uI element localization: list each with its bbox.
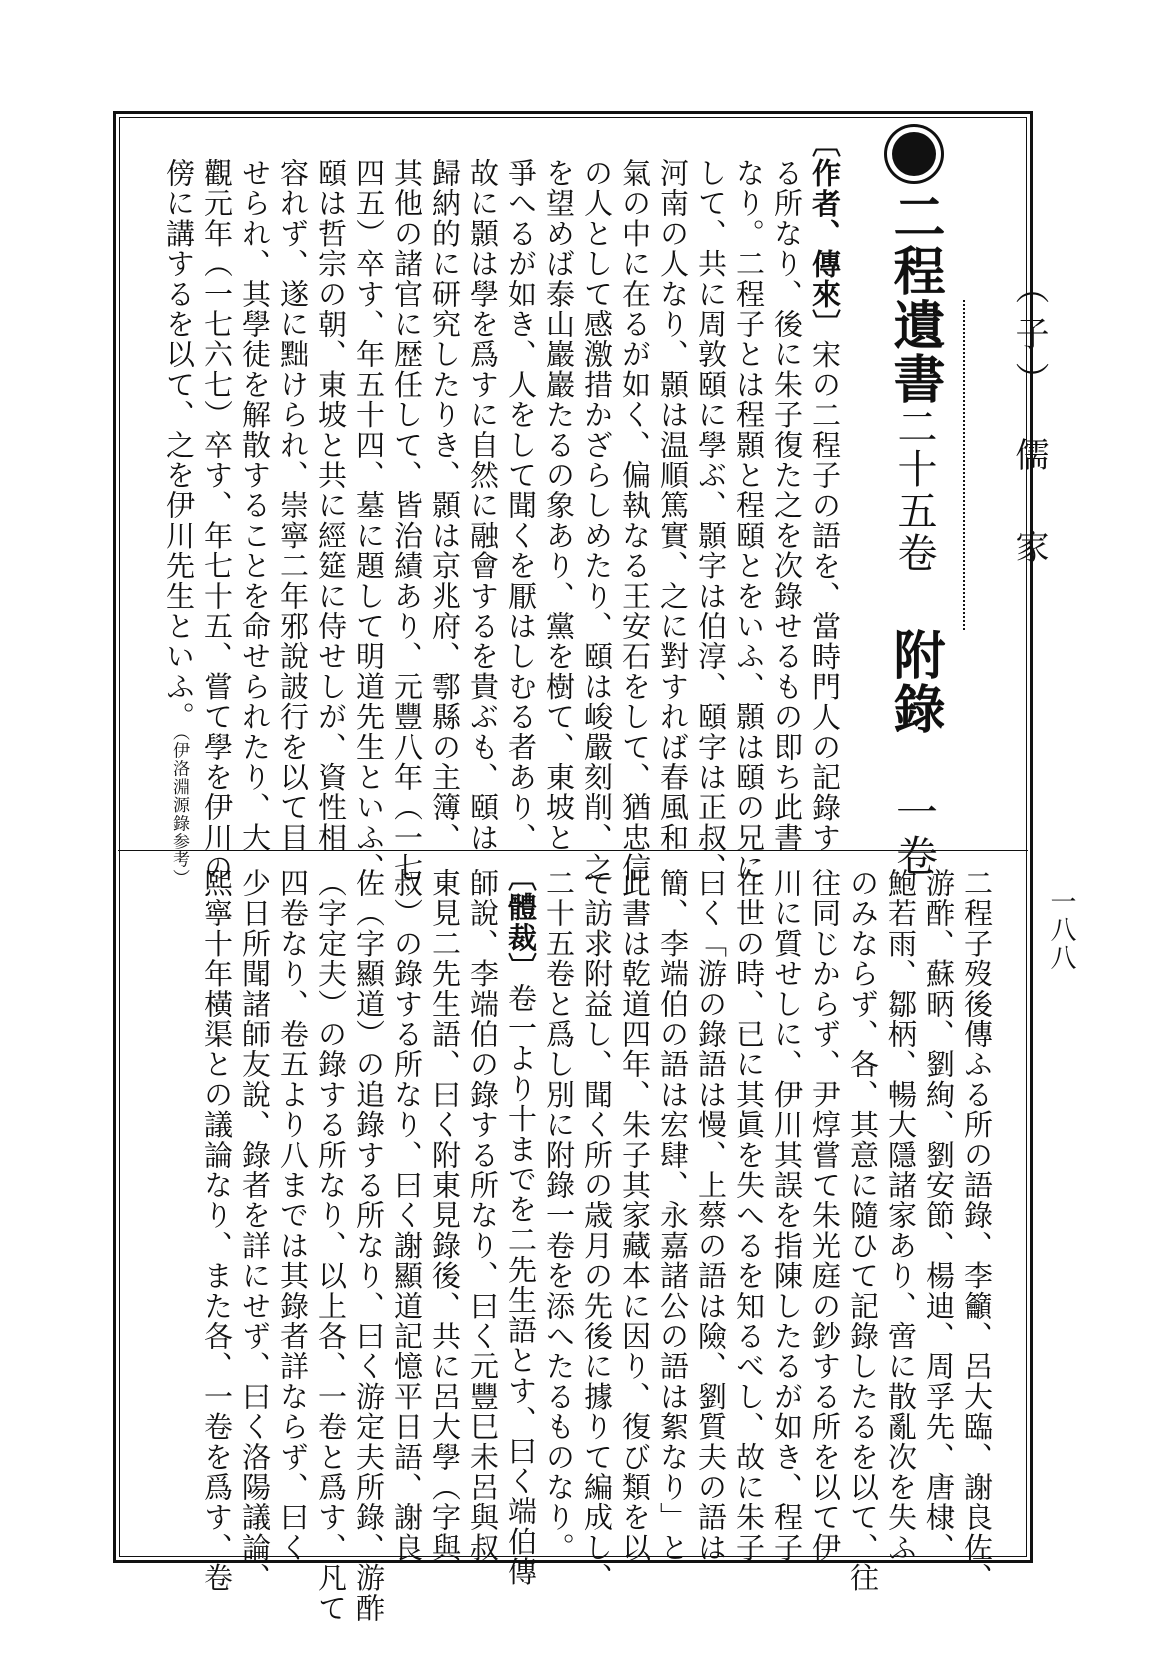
upper-col-17 — [162, 158, 196, 888]
lower-col-10: 此書は乾道四年、朱子其家藏本に因り、復び類を以 — [618, 868, 652, 1563]
lower-col-21: 熙寧十年橫渠との議論なり、また各、一卷を爲す、卷 — [200, 868, 234, 1593]
lower-col-6: 川に質せしに、伊川其誤を指陳したるが如き、程子 — [770, 868, 804, 1563]
upper-col-5: 氣の中に在るが如く、偏執なる王安石をして、猶忠信 — [618, 158, 652, 883]
lower-col-13-text: 卷一より十までを二先生語とす、曰く端伯傳 — [504, 982, 538, 1587]
lower-col-16: 叔）の錄する所なり、曰く謝顯道記憶平日語、謝良 — [390, 868, 424, 1563]
upper-col-17-text: 傍に講するを以て、之を伊川先生といふ。 — [162, 158, 196, 732]
author-intro: 宋の二程子の語を、當時門人の記錄す — [808, 339, 842, 853]
lower-col-11: て訪求附益し、聞く所の歳月の先後に據りて編成し、 — [580, 868, 614, 1593]
lower-col-20: 少日所聞諸師友說、錄者を詳にせず、曰く洛陽議論、 — [238, 868, 272, 1593]
lower-col-18: （字定夫）の錄する所なり、以上各、一卷と爲す、凡て — [314, 868, 348, 1623]
lower-col-2: 游酢、蘇昞、劉絢、劉安節、楊迪、周孚先、唐棣、 — [922, 868, 956, 1563]
lower-col-17: 佐（字顯道）の追錄する所なり、曰く游定夫所錄、游酢 — [352, 868, 386, 1623]
upper-col-15: せられ、其學徒を解散することを命せられたり、大 — [238, 158, 272, 853]
lower-col-13 — [504, 862, 538, 1587]
source-note: （伊洛淵源錄参考） — [169, 731, 189, 888]
title-volumes: 二十五卷 — [891, 406, 937, 574]
style-label: 〔體裁〕 — [504, 862, 538, 983]
upper-col-4: 河南の人なり、顥は温順篤實、之に對すれば春風和 — [656, 158, 690, 853]
upper-col-10: 歸納的に研究したりき、顥は京兆府、鄠縣の主簿、 — [428, 158, 462, 853]
upper-col-9: 故に顥は學を爲すに自然に融會するを貴ぶも、頤は — [466, 158, 500, 853]
upper-col-intro — [808, 128, 842, 853]
lower-col-14: 師說、李端伯の錄する所なり、曰く元豐巳未呂與叔 — [466, 868, 500, 1563]
upper-col-2: なり。二程子とは程顥と程頤とをいふ、顥は頤の兄に — [732, 158, 766, 883]
page-number: 一八八 — [1046, 888, 1076, 972]
lower-col-7: 在世の時、已に其眞を失へるを知るべし、故に朱子 — [732, 868, 766, 1563]
upper-col-14: 容れず、遂に黜けられ、崇寧二年邪說詖行を以て目 — [276, 158, 310, 853]
lower-col-15: 東見二先生語、曰く附東見錄後、共に呂大學（字與 — [428, 868, 462, 1563]
title-main: 二程遺書 — [884, 190, 945, 406]
upper-col-16: 觀元年（一七六七）卒す、年七十五、嘗て學を伊川の — [200, 158, 234, 883]
title-appendix: 附錄 — [884, 628, 945, 736]
running-header: （子） 儒 家 — [1009, 270, 1049, 575]
upper-col-3: して、共に周敦頤に學ぶ、顥字は伯淳、頤字は正叔、 — [694, 158, 728, 883]
lower-col-9: 簡、李端伯の語は宏肆、永嘉諸公の語は絮なり」と — [656, 868, 690, 1563]
lower-col-19: 四卷なり、卷五より八までは其錄者詳ならず、曰く — [276, 868, 310, 1563]
title-appendix-count: 一卷 — [890, 790, 939, 878]
author-label: 〔作者、傳來〕 — [808, 128, 842, 340]
lower-col-8: 曰く「游の錄語は慢、上蔡の語は險、劉質夫の語は — [694, 868, 728, 1563]
lower-col-1: 二程子歿後傳ふる所の語錄、李籲、呂大臨、謝良佐、 — [960, 868, 994, 1593]
upper-col-13: 頤は哲宗の朝、東坡と共に經筵に侍せしが、資性相 — [314, 158, 348, 853]
lower-col-4: のみならず、各、其意に隨ひて記錄したるを以て、往 — [846, 868, 880, 1593]
upper-col-6: の人として感激措かざらしめたり、頤は峻嚴刻削、之 — [580, 158, 614, 883]
upper-col-12: 四五）卒す、年五十四、墓に題して明道先生といふ、 — [352, 158, 386, 883]
bullet-icon — [892, 132, 936, 176]
upper-col-1: る所なり、後に朱子復た之を次錄せるもの即ち此書 — [770, 158, 804, 853]
lower-col-3: 鮑若雨、鄒柄、暢大隱諸家あり、啻に散亂次を失ふ — [884, 868, 918, 1563]
upper-col-7: を望めば泰山巖巖たるの象あり、黨を樹て、東坡と — [542, 158, 576, 853]
lower-col-12: 二十五卷と爲し別に附錄一卷を添へたるものなり。 — [542, 868, 576, 1563]
upper-col-11: 其他の諸官に歴任して、皆治績あり、元豐八年（一七 — [390, 158, 424, 883]
lower-col-5: 往同じからず、尹焞嘗て朱光庭の鈔する所を以て伊 — [808, 868, 842, 1563]
upper-col-8: 爭へるが如き、人をして聞くを厭はしむる者あり、 — [504, 158, 538, 853]
book-title — [884, 132, 945, 878]
wavy-rule — [963, 300, 977, 630]
